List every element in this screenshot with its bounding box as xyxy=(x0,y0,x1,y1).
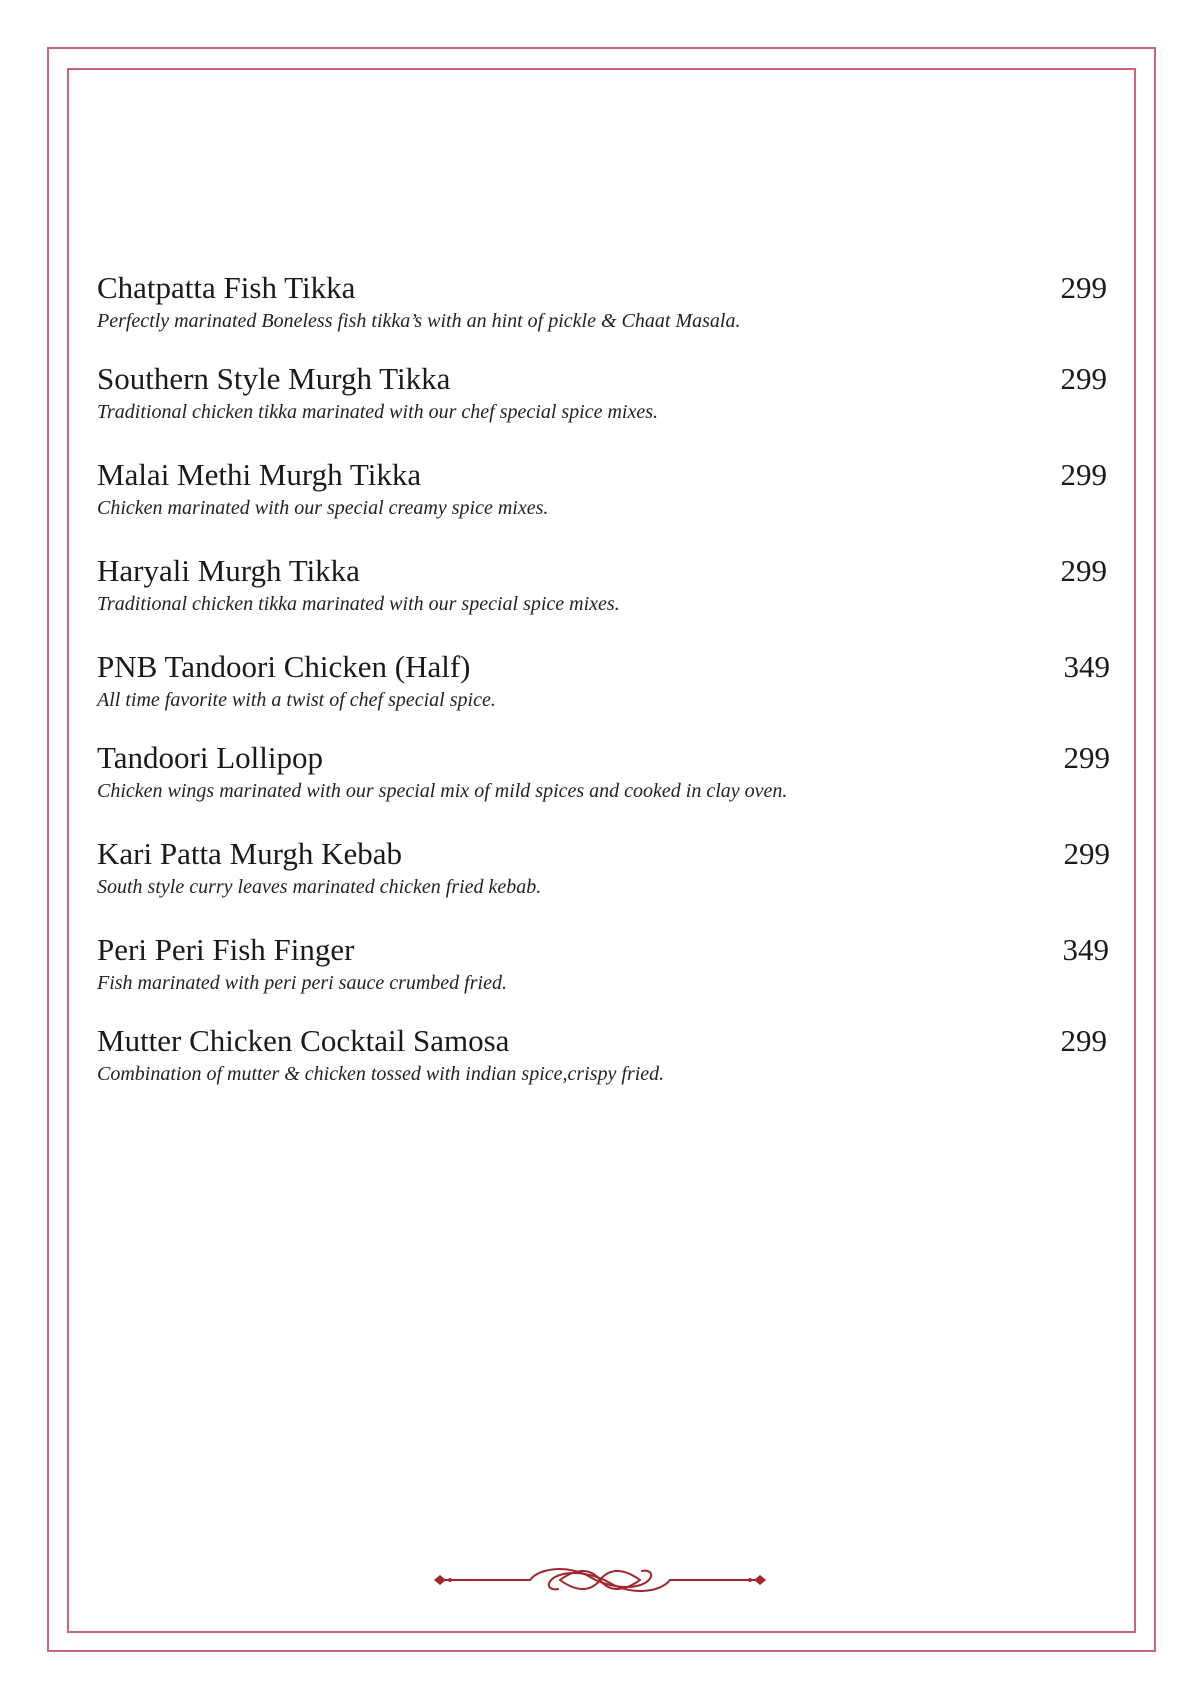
menu-item-price: 349 xyxy=(1063,649,1110,684)
menu-item-price: 349 xyxy=(1062,932,1109,967)
menu-item-description: Combination of mutter & chicken tossed with indian spice,crispy fried. xyxy=(97,1063,665,1085)
menu-item-name: Haryali Murgh Tikka xyxy=(97,553,360,588)
menu-item-description: South style curry leaves marinated chicken fried kebab. xyxy=(97,876,542,898)
menu-item-name: Tandoori Lollipop xyxy=(97,740,323,775)
menu-item-description: All time favorite with a twist of chef special spice. xyxy=(97,689,496,711)
menu-item-price: 299 xyxy=(1060,361,1107,396)
menu-item-price: 299 xyxy=(1060,553,1107,588)
menu-item-name: Kari Patta Murgh Kebab xyxy=(97,836,403,871)
menu-item-description: Chicken wings marinated with our special mix of mild spices and cooked in clay oven. xyxy=(97,780,788,802)
menu-item-price: 299 xyxy=(1063,740,1110,775)
menu-item-description: Fish marinated with peri peri sauce crumbed fried. xyxy=(97,972,507,994)
menu-item-price: 299 xyxy=(1060,270,1107,305)
menu-item-price: 299 xyxy=(1060,1023,1107,1058)
menu-item-name: Chatpatta Fish Tikka xyxy=(97,270,356,305)
menu-item-price: 299 xyxy=(1063,836,1110,871)
menu-item-name: Peri Peri Fish Finger xyxy=(97,932,355,967)
menu-item-name: Southern Style Murgh Tikka xyxy=(97,361,451,396)
menu-item-name: Malai Methi Murgh Tikka xyxy=(97,457,422,492)
menu-item-description: Traditional chicken tikka marinated with our special spice mixes. xyxy=(97,593,620,615)
menu-item-name: Mutter Chicken Cocktail Samosa xyxy=(97,1023,510,1058)
menu-item-price: 299 xyxy=(1060,457,1107,492)
menu-item-description: Traditional chicken tikka marinated with our chef special spice mixes. xyxy=(97,401,659,423)
scroll-flourish-divider-icon xyxy=(430,1555,770,1605)
menu-item-description: Perfectly marinated Boneless fish tikka’s with an hint of pickle & Chaat Masala. xyxy=(97,310,741,332)
menu-item-description: Chicken marinated with our special creamy spice mixes. xyxy=(97,497,549,519)
menu-item-name: PNB Tandoori Chicken (Half) xyxy=(97,649,471,684)
